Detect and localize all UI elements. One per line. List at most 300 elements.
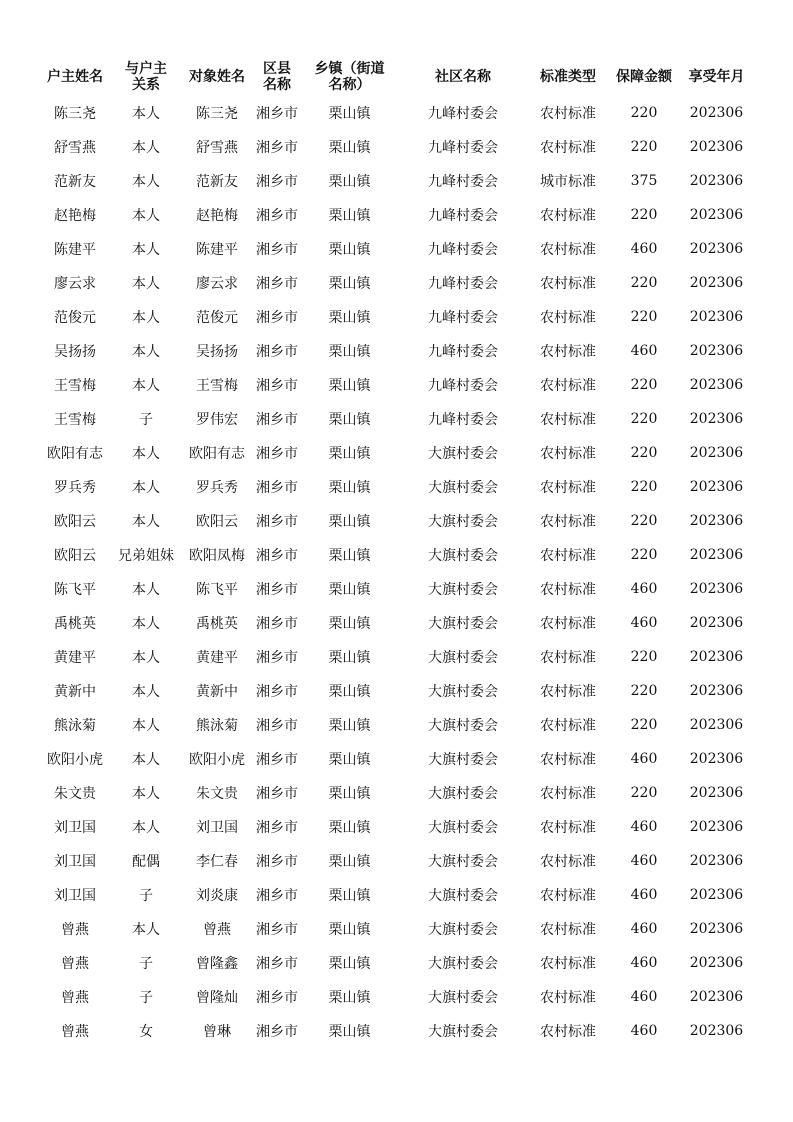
cell-county-name: 湘乡市 — [256, 820, 298, 836]
cell-relation-to-head: 本人 — [132, 922, 160, 938]
cell-household-head-name: 刘卫国 — [54, 854, 96, 870]
cell-beneficiary-name: 罗伟宏 — [196, 412, 238, 428]
cell-relation-to-head: 本人 — [132, 820, 160, 836]
cell-standard-type: 农村标准 — [540, 310, 596, 326]
cell-household-head-name: 陈建平 — [54, 242, 96, 258]
cell-town-name: 栗山镇 — [328, 480, 371, 496]
cell-household-head-name: 廖云求 — [54, 276, 96, 292]
cell-town-name: 栗山镇 — [328, 378, 371, 394]
cell-benefit-month: 202306 — [689, 581, 744, 597]
cell-household-head-name: 朱文贵 — [54, 786, 96, 802]
cell-benefit-month: 202306 — [689, 547, 744, 563]
cell-relation-to-head: 本人 — [132, 106, 160, 122]
cell-community-name: 大旗村委会 — [428, 548, 498, 564]
cell-standard-type: 农村标准 — [540, 956, 596, 972]
cell-community-name: 九峰村委会 — [428, 276, 498, 292]
cell-town-name: 栗山镇 — [328, 208, 371, 224]
cell-beneficiary-name: 陈飞平 — [196, 582, 238, 598]
cell-county-name: 湘乡市 — [256, 140, 298, 156]
header-beneficiary-name-line: 对象姓名 — [189, 69, 245, 85]
cell-community-name: 九峰村委会 — [428, 412, 498, 428]
cell-community-name: 大旗村委会 — [428, 480, 498, 496]
cell-benefit-month: 202306 — [689, 139, 744, 155]
cell-relation-to-head: 兄弟姐妹 — [118, 548, 174, 564]
cell-beneficiary-name: 欧阳云 — [196, 514, 238, 530]
cell-benefit-month: 202306 — [689, 377, 744, 393]
cell-relation-to-head: 子 — [139, 990, 153, 1006]
header-community-name — [397, 58, 529, 96]
cell-county-name: 湘乡市 — [256, 344, 298, 360]
cell-household-head-name: 欧阳云 — [54, 548, 96, 564]
header-relation-to-head — [110, 58, 182, 96]
header-county-name-line: 名称 — [263, 77, 291, 93]
cell-community-name: 大旗村委会 — [428, 820, 498, 836]
cell-household-head-name: 吴扬扬 — [54, 344, 96, 360]
cell-county-name: 湘乡市 — [256, 378, 298, 394]
cell-subsidy-amount: 220 — [630, 717, 658, 733]
table-row — [40, 198, 752, 232]
cell-standard-type: 农村标准 — [540, 990, 596, 1006]
cell-town-name: 栗山镇 — [328, 956, 371, 972]
cell-community-name: 九峰村委会 — [428, 174, 498, 190]
cell-county-name: 湘乡市 — [256, 412, 298, 428]
cell-benefit-month: 202306 — [689, 921, 744, 937]
cell-household-head-name: 王雪梅 — [54, 378, 96, 394]
cell-household-head-name: 刘卫国 — [54, 888, 96, 904]
cell-benefit-month: 202306 — [689, 105, 744, 121]
cell-household-head-name: 舒雪燕 — [54, 140, 96, 156]
cell-beneficiary-name: 范新友 — [196, 174, 238, 190]
cell-relation-to-head: 本人 — [132, 650, 160, 666]
cell-town-name: 栗山镇 — [328, 854, 371, 870]
cell-county-name: 湘乡市 — [256, 616, 298, 632]
cell-household-head-name: 欧阳有志 — [47, 446, 103, 462]
cell-county-name: 湘乡市 — [256, 1024, 298, 1040]
table-row — [40, 368, 752, 402]
cell-subsidy-amount: 220 — [630, 411, 658, 427]
cell-relation-to-head: 本人 — [132, 310, 160, 326]
cell-subsidy-amount: 220 — [630, 139, 658, 155]
cell-town-name: 栗山镇 — [328, 514, 371, 530]
cell-county-name: 湘乡市 — [256, 174, 298, 190]
cell-subsidy-amount: 460 — [630, 241, 658, 257]
cell-county-name: 湘乡市 — [256, 276, 298, 292]
cell-town-name: 栗山镇 — [328, 990, 371, 1006]
cell-household-head-name: 黄新中 — [54, 684, 96, 700]
cell-community-name: 九峰村委会 — [428, 378, 498, 394]
cell-town-name: 栗山镇 — [328, 752, 371, 768]
cell-benefit-month: 202306 — [689, 615, 744, 631]
cell-town-name: 栗山镇 — [328, 1024, 371, 1040]
table-row — [40, 538, 752, 572]
header-benefit-month — [681, 58, 752, 96]
cell-standard-type: 农村标准 — [540, 446, 596, 462]
cell-benefit-month: 202306 — [689, 343, 744, 359]
cell-subsidy-amount: 220 — [630, 649, 658, 665]
cell-benefit-month: 202306 — [689, 819, 744, 835]
cell-household-head-name: 罗兵秀 — [54, 480, 96, 496]
cell-subsidy-amount: 460 — [630, 989, 658, 1005]
cell-subsidy-amount: 460 — [630, 819, 658, 835]
cell-beneficiary-name: 曾琳 — [203, 1024, 231, 1040]
cell-subsidy-amount: 220 — [630, 445, 658, 461]
cell-relation-to-head: 本人 — [132, 446, 160, 462]
header-household-head-name-line: 户主姓名 — [47, 69, 103, 85]
cell-subsidy-amount: 460 — [630, 343, 658, 359]
cell-benefit-month: 202306 — [689, 785, 744, 801]
cell-household-head-name: 欧阳小虎 — [47, 752, 103, 768]
cell-standard-type: 农村标准 — [540, 412, 596, 428]
cell-benefit-month: 202306 — [689, 853, 744, 869]
table-row — [40, 470, 752, 504]
cell-community-name: 大旗村委会 — [428, 684, 498, 700]
cell-standard-type: 农村标准 — [540, 616, 596, 632]
cell-subsidy-amount: 460 — [630, 955, 658, 971]
cell-beneficiary-name: 陈三尧 — [196, 106, 238, 122]
table-header — [40, 58, 752, 96]
cell-beneficiary-name: 吴扬扬 — [196, 344, 238, 360]
cell-standard-type: 农村标准 — [540, 514, 596, 530]
cell-relation-to-head: 本人 — [132, 242, 160, 258]
cell-relation-to-head: 本人 — [132, 480, 160, 496]
cell-community-name: 大旗村委会 — [428, 616, 498, 632]
cell-beneficiary-name: 舒雪燕 — [196, 140, 238, 156]
cell-county-name: 湘乡市 — [256, 786, 298, 802]
cell-town-name: 栗山镇 — [328, 446, 371, 462]
cell-relation-to-head: 子 — [139, 412, 153, 428]
header-subsidy-amount — [607, 58, 681, 96]
cell-standard-type: 农村标准 — [540, 650, 596, 666]
cell-town-name: 栗山镇 — [328, 888, 371, 904]
cell-town-name: 栗山镇 — [328, 684, 371, 700]
header-subsidy-amount-line: 保障金额 — [616, 69, 672, 85]
cell-household-head-name: 陈三尧 — [54, 106, 96, 122]
cell-beneficiary-name: 黄建平 — [196, 650, 238, 666]
table-row — [40, 606, 752, 640]
cell-standard-type: 农村标准 — [540, 1024, 596, 1040]
header-town-name-line: 乡镇（街道 — [314, 61, 385, 77]
cell-relation-to-head: 本人 — [132, 752, 160, 768]
table-row — [40, 266, 752, 300]
cell-community-name: 大旗村委会 — [428, 446, 498, 462]
cell-relation-to-head: 本人 — [132, 616, 160, 632]
cell-relation-to-head: 本人 — [132, 684, 160, 700]
cell-community-name: 九峰村委会 — [428, 208, 498, 224]
cell-subsidy-amount: 220 — [630, 513, 658, 529]
table-row — [40, 640, 752, 674]
cell-standard-type: 农村标准 — [540, 140, 596, 156]
table-row — [40, 334, 752, 368]
cell-beneficiary-name: 欧阳凤梅 — [189, 548, 245, 564]
cell-county-name: 湘乡市 — [256, 582, 298, 598]
header-community-name-line: 社区名称 — [435, 69, 491, 85]
cell-benefit-month: 202306 — [689, 241, 744, 257]
cell-county-name: 湘乡市 — [256, 106, 298, 122]
cell-county-name: 湘乡市 — [256, 752, 298, 768]
header-town-name-line: 名称） — [328, 77, 371, 93]
cell-beneficiary-name: 王雪梅 — [196, 378, 238, 394]
cell-benefit-month: 202306 — [689, 751, 744, 767]
header-relation-to-head-line: 与户主 — [125, 61, 167, 77]
cell-county-name: 湘乡市 — [256, 310, 298, 326]
cell-subsidy-amount: 220 — [630, 309, 658, 325]
cell-subsidy-amount: 460 — [630, 1023, 658, 1039]
cell-standard-type: 农村标准 — [540, 344, 596, 360]
cell-county-name: 湘乡市 — [256, 956, 298, 972]
cell-relation-to-head: 本人 — [132, 344, 160, 360]
cell-beneficiary-name: 欧阳小虎 — [189, 752, 245, 768]
cell-standard-type: 农村标准 — [540, 548, 596, 564]
cell-county-name: 湘乡市 — [256, 208, 298, 224]
header-county-name — [252, 58, 302, 96]
header-relation-to-head-line: 关系 — [132, 77, 160, 93]
cell-town-name: 栗山镇 — [328, 786, 371, 802]
table-row — [40, 776, 752, 810]
cell-county-name: 湘乡市 — [256, 718, 298, 734]
cell-beneficiary-name: 黄新中 — [196, 684, 238, 700]
header-standard-type-line: 标准类型 — [540, 69, 596, 85]
cell-community-name: 九峰村委会 — [428, 242, 498, 258]
cell-relation-to-head: 本人 — [132, 276, 160, 292]
cell-benefit-month: 202306 — [689, 989, 744, 1005]
cell-benefit-month: 202306 — [689, 683, 744, 699]
cell-benefit-month: 202306 — [689, 479, 744, 495]
cell-standard-type: 农村标准 — [540, 208, 596, 224]
cell-benefit-month: 202306 — [689, 1023, 744, 1039]
cell-household-head-name: 欧阳云 — [54, 514, 96, 530]
table-row — [40, 504, 752, 538]
header-household-head-name — [40, 58, 110, 96]
cell-household-head-name: 范新友 — [54, 174, 96, 190]
cell-standard-type: 农村标准 — [540, 922, 596, 938]
cell-county-name: 湘乡市 — [256, 854, 298, 870]
cell-county-name: 湘乡市 — [256, 514, 298, 530]
cell-benefit-month: 202306 — [689, 445, 744, 461]
cell-subsidy-amount: 375 — [630, 173, 658, 189]
cell-subsidy-amount: 220 — [630, 105, 658, 121]
table-row — [40, 980, 752, 1014]
cell-standard-type: 农村标准 — [540, 378, 596, 394]
cell-relation-to-head: 本人 — [132, 514, 160, 530]
cell-beneficiary-name: 刘卫国 — [196, 820, 238, 836]
cell-standard-type: 农村标准 — [540, 684, 596, 700]
cell-standard-type: 农村标准 — [540, 480, 596, 496]
beneficiary-table — [40, 58, 752, 1048]
cell-household-head-name: 曾燕 — [61, 956, 89, 972]
cell-town-name: 栗山镇 — [328, 616, 371, 632]
cell-subsidy-amount: 220 — [630, 275, 658, 291]
table-row — [40, 844, 752, 878]
cell-subsidy-amount: 220 — [630, 377, 658, 393]
cell-relation-to-head: 本人 — [132, 174, 160, 190]
table-row — [40, 674, 752, 708]
cell-subsidy-amount: 460 — [630, 887, 658, 903]
cell-community-name: 大旗村委会 — [428, 514, 498, 530]
cell-standard-type: 农村标准 — [540, 786, 596, 802]
table-row — [40, 130, 752, 164]
cell-beneficiary-name: 李仁春 — [196, 854, 238, 870]
cell-beneficiary-name: 熊泳菊 — [196, 718, 238, 734]
cell-community-name: 大旗村委会 — [428, 786, 498, 802]
cell-beneficiary-name: 刘炎康 — [196, 888, 238, 904]
cell-subsidy-amount: 220 — [630, 479, 658, 495]
cell-subsidy-amount: 220 — [630, 683, 658, 699]
table-row — [40, 1014, 752, 1048]
cell-town-name: 栗山镇 — [328, 242, 371, 258]
cell-town-name: 栗山镇 — [328, 548, 371, 564]
cell-subsidy-amount: 460 — [630, 581, 658, 597]
cell-household-head-name: 陈飞平 — [54, 582, 96, 598]
cell-subsidy-amount: 220 — [630, 547, 658, 563]
cell-town-name: 栗山镇 — [328, 344, 371, 360]
header-county-name-line: 区县 — [263, 61, 291, 77]
cell-county-name: 湘乡市 — [256, 990, 298, 1006]
cell-community-name: 九峰村委会 — [428, 344, 498, 360]
table-row — [40, 232, 752, 266]
cell-benefit-month: 202306 — [689, 887, 744, 903]
cell-community-name: 大旗村委会 — [428, 1024, 498, 1040]
cell-community-name: 大旗村委会 — [428, 752, 498, 768]
cell-standard-type: 农村标准 — [540, 820, 596, 836]
cell-subsidy-amount: 220 — [630, 207, 658, 223]
cell-beneficiary-name: 曾隆灿 — [196, 990, 238, 1006]
cell-standard-type: 农村标准 — [540, 582, 596, 598]
cell-household-head-name: 曾燕 — [61, 990, 89, 1006]
cell-standard-type: 农村标准 — [540, 888, 596, 904]
cell-county-name: 湘乡市 — [256, 650, 298, 666]
cell-beneficiary-name: 曾隆鑫 — [196, 956, 238, 972]
cell-relation-to-head: 本人 — [132, 140, 160, 156]
cell-county-name: 湘乡市 — [256, 242, 298, 258]
table-row — [40, 810, 752, 844]
table-row — [40, 742, 752, 776]
cell-county-name: 湘乡市 — [256, 922, 298, 938]
cell-town-name: 栗山镇 — [328, 412, 371, 428]
cell-beneficiary-name: 曾燕 — [203, 922, 231, 938]
cell-beneficiary-name: 陈建平 — [196, 242, 238, 258]
cell-benefit-month: 202306 — [689, 275, 744, 291]
cell-town-name: 栗山镇 — [328, 310, 371, 326]
cell-beneficiary-name: 廖云求 — [196, 276, 238, 292]
header-standard-type — [529, 58, 607, 96]
cell-household-head-name: 王雪梅 — [54, 412, 96, 428]
table-row — [40, 878, 752, 912]
cell-benefit-month: 202306 — [689, 955, 744, 971]
cell-beneficiary-name: 范俊元 — [196, 310, 238, 326]
cell-standard-type: 农村标准 — [540, 718, 596, 734]
cell-subsidy-amount: 460 — [630, 921, 658, 937]
table-row — [40, 164, 752, 198]
cell-beneficiary-name: 赵艳梅 — [196, 208, 238, 224]
cell-standard-type: 农村标准 — [540, 854, 596, 870]
cell-relation-to-head: 配偶 — [132, 854, 160, 870]
cell-standard-type: 农村标准 — [540, 276, 596, 292]
cell-benefit-month: 202306 — [689, 717, 744, 733]
cell-relation-to-head: 本人 — [132, 786, 160, 802]
table-row — [40, 912, 752, 946]
header-beneficiary-name — [182, 58, 252, 96]
cell-town-name: 栗山镇 — [328, 174, 371, 190]
cell-subsidy-amount: 460 — [630, 853, 658, 869]
cell-community-name: 大旗村委会 — [428, 922, 498, 938]
table-row — [40, 572, 752, 606]
cell-town-name: 栗山镇 — [328, 718, 371, 734]
cell-household-head-name: 范俊元 — [54, 310, 96, 326]
cell-benefit-month: 202306 — [689, 207, 744, 223]
cell-community-name: 大旗村委会 — [428, 956, 498, 972]
cell-relation-to-head: 本人 — [132, 582, 160, 598]
table-body — [40, 96, 752, 1048]
cell-benefit-month: 202306 — [689, 649, 744, 665]
cell-relation-to-head: 本人 — [132, 378, 160, 394]
table-row — [40, 436, 752, 470]
cell-town-name: 栗山镇 — [328, 922, 371, 938]
cell-county-name: 湘乡市 — [256, 684, 298, 700]
cell-relation-to-head: 女 — [139, 1024, 153, 1040]
cell-community-name: 九峰村委会 — [428, 106, 498, 122]
cell-benefit-month: 202306 — [689, 411, 744, 427]
table-row — [40, 96, 752, 130]
cell-beneficiary-name: 罗兵秀 — [196, 480, 238, 496]
cell-community-name: 九峰村委会 — [428, 140, 498, 156]
cell-beneficiary-name: 欧阳有志 — [189, 446, 245, 462]
table-row — [40, 946, 752, 980]
header-town-name — [302, 58, 397, 96]
cell-community-name: 大旗村委会 — [428, 650, 498, 666]
header-row — [40, 58, 752, 96]
cell-town-name: 栗山镇 — [328, 820, 371, 836]
cell-town-name: 栗山镇 — [328, 276, 371, 292]
table-row — [40, 300, 752, 334]
cell-household-head-name: 曾燕 — [61, 922, 89, 938]
cell-county-name: 湘乡市 — [256, 888, 298, 904]
cell-standard-type: 城市标准 — [540, 174, 596, 190]
cell-town-name: 栗山镇 — [328, 140, 371, 156]
cell-community-name: 大旗村委会 — [428, 990, 498, 1006]
cell-household-head-name: 黄建平 — [54, 650, 96, 666]
cell-standard-type: 农村标准 — [540, 752, 596, 768]
cell-household-head-name: 禹桃英 — [54, 616, 96, 632]
cell-beneficiary-name: 朱文贵 — [196, 786, 238, 802]
cell-benefit-month: 202306 — [689, 513, 744, 529]
cell-community-name: 大旗村委会 — [428, 888, 498, 904]
cell-town-name: 栗山镇 — [328, 650, 371, 666]
cell-relation-to-head: 本人 — [132, 718, 160, 734]
cell-standard-type: 农村标准 — [540, 242, 596, 258]
cell-beneficiary-name: 禹桃英 — [196, 616, 238, 632]
cell-relation-to-head: 子 — [139, 888, 153, 904]
cell-town-name: 栗山镇 — [328, 582, 371, 598]
cell-household-head-name: 赵艳梅 — [54, 208, 96, 224]
cell-subsidy-amount: 460 — [630, 751, 658, 767]
cell-relation-to-head: 子 — [139, 956, 153, 972]
cell-county-name: 湘乡市 — [256, 548, 298, 564]
cell-community-name: 大旗村委会 — [428, 854, 498, 870]
cell-benefit-month: 202306 — [689, 173, 744, 189]
cell-benefit-month: 202306 — [689, 309, 744, 325]
table-row — [40, 402, 752, 436]
table-row — [40, 708, 752, 742]
cell-county-name: 湘乡市 — [256, 480, 298, 496]
cell-subsidy-amount: 460 — [630, 615, 658, 631]
cell-county-name: 湘乡市 — [256, 446, 298, 462]
cell-relation-to-head: 本人 — [132, 208, 160, 224]
cell-subsidy-amount: 220 — [630, 785, 658, 801]
cell-town-name: 栗山镇 — [328, 106, 371, 122]
cell-household-head-name: 熊泳菊 — [54, 718, 96, 734]
cell-household-head-name: 曾燕 — [61, 1024, 89, 1040]
cell-community-name: 大旗村委会 — [428, 718, 498, 734]
